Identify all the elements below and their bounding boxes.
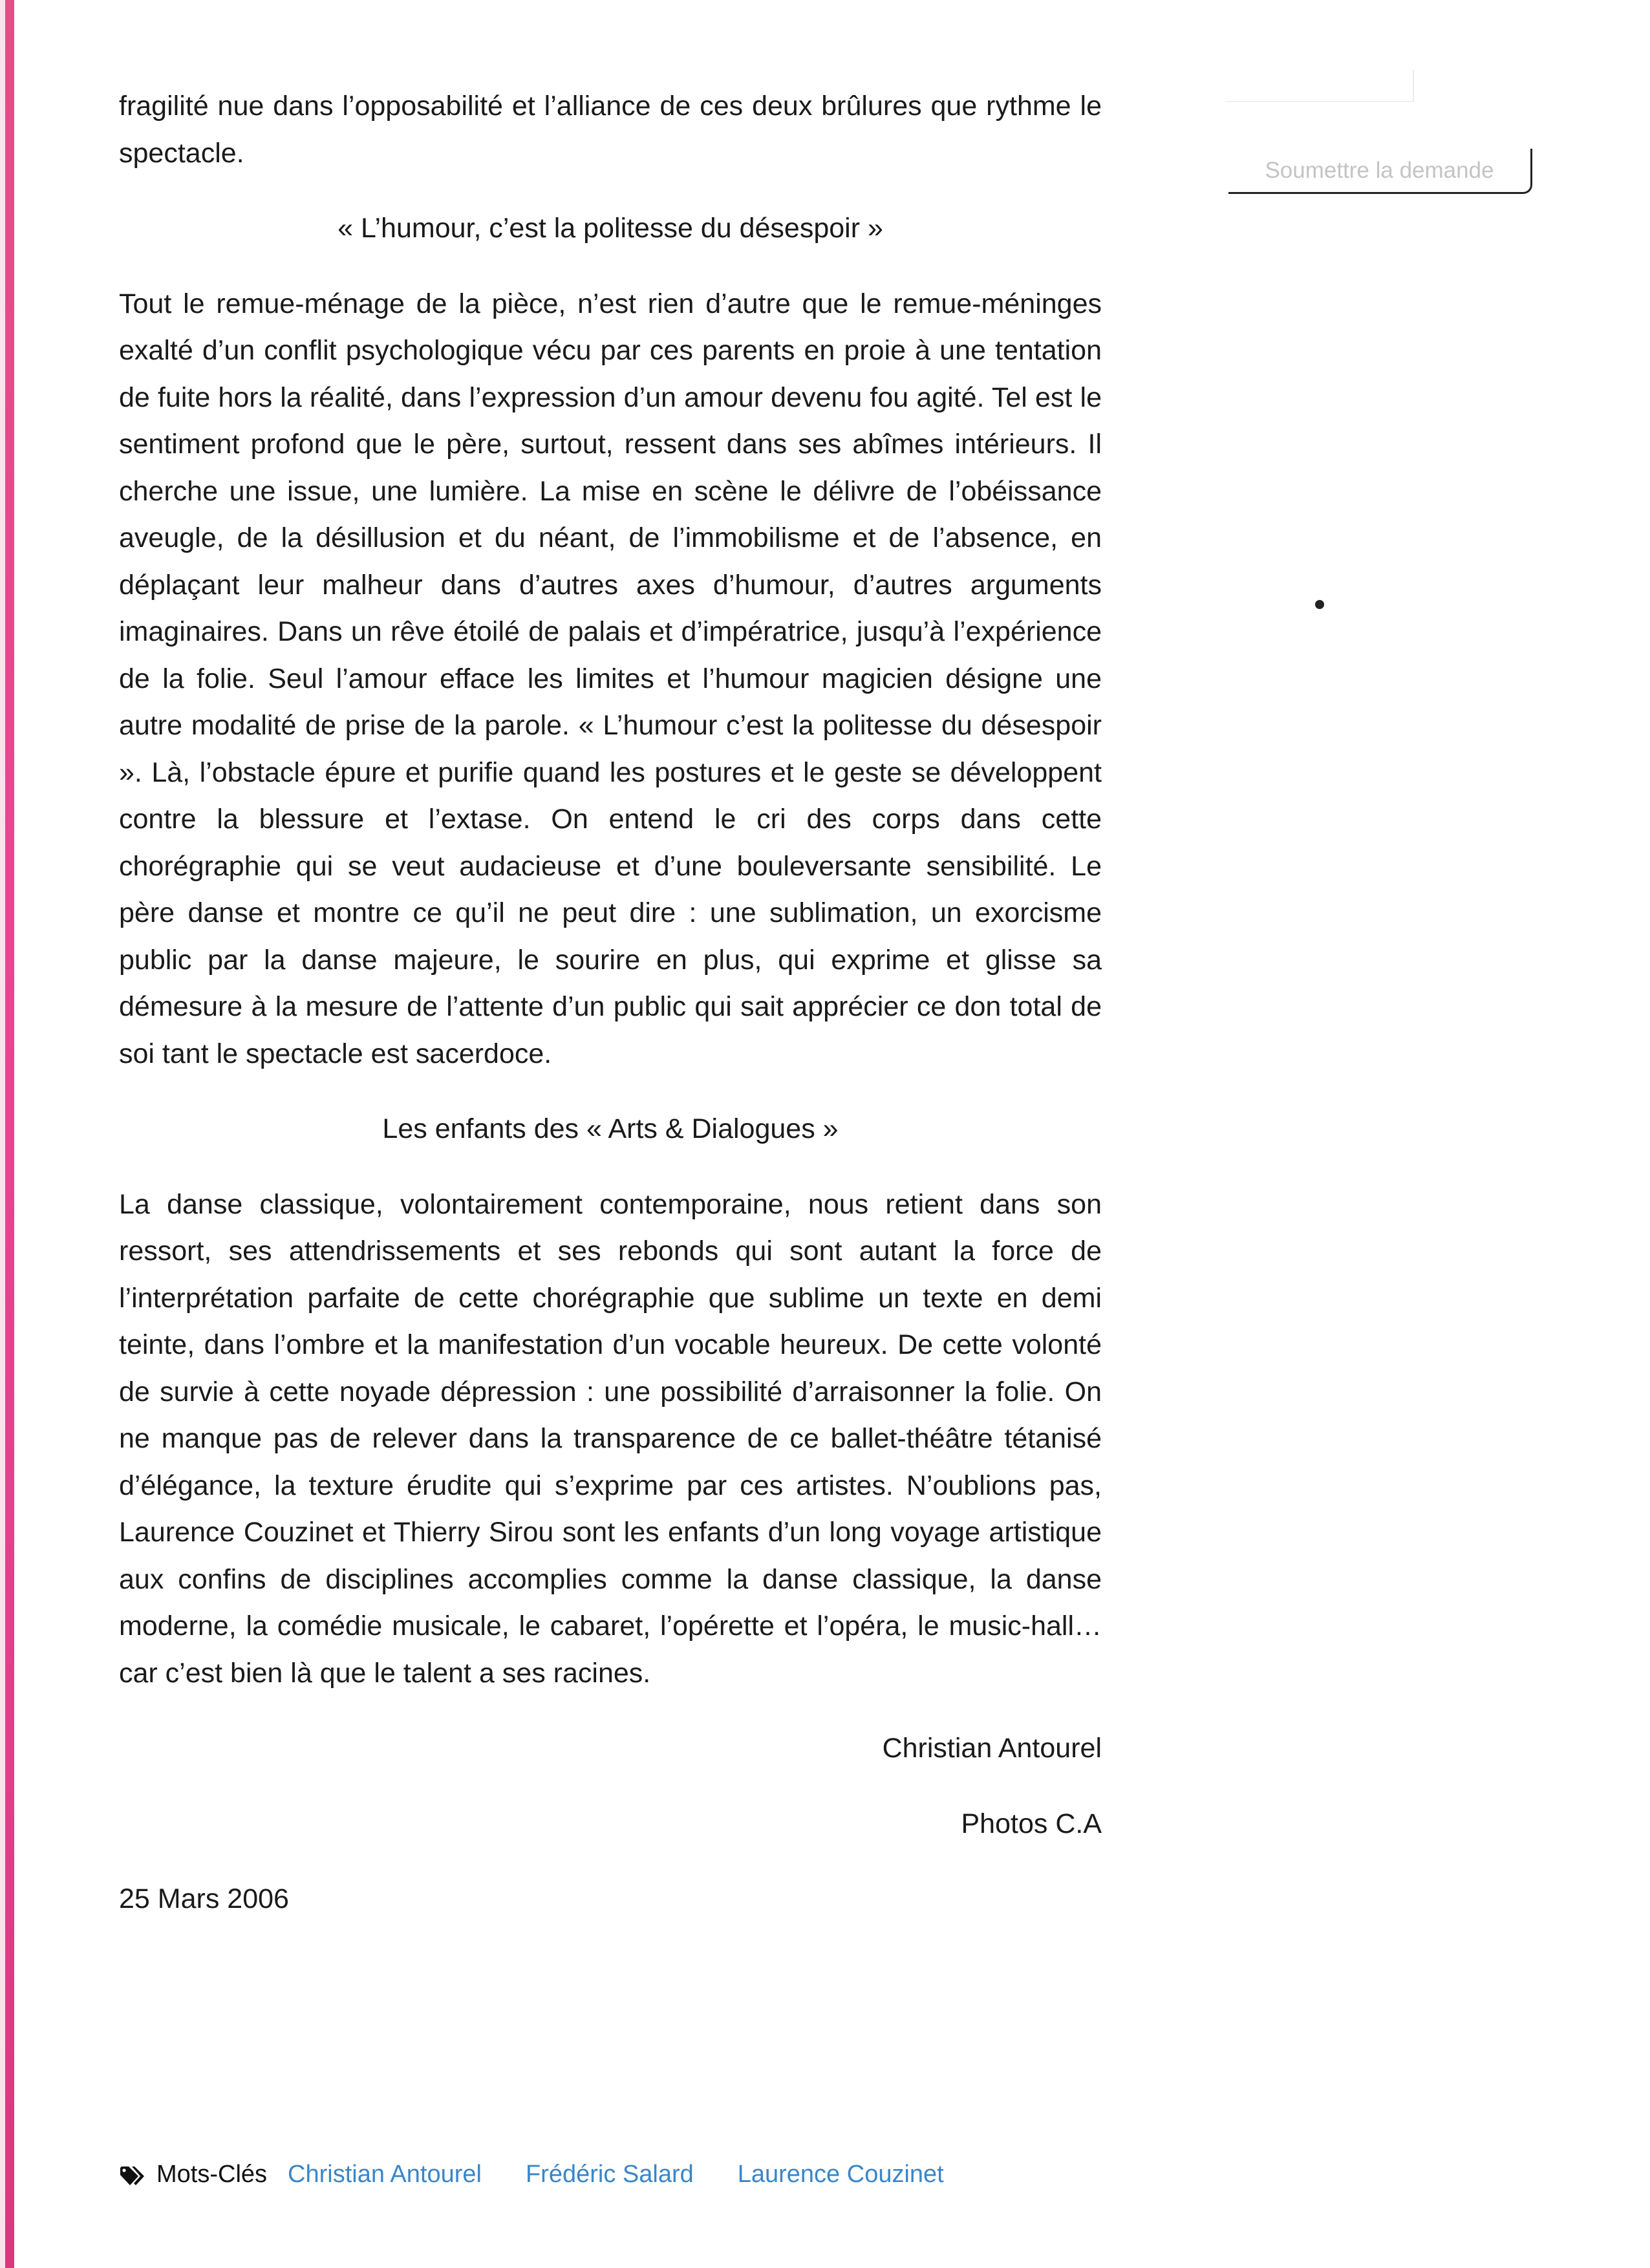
article-date: 25 Mars 2006 xyxy=(119,1883,289,1914)
submit-request-button[interactable]: Soumettre la demande xyxy=(1228,149,1532,194)
margin-highlight-stripe xyxy=(5,0,14,2268)
article-intro-paragraph: fragilité nue dans l’opposabilité et l’alliance de ces deux brûlures que rythme le spectacle. xyxy=(119,91,1102,169)
section-heading-humour: « L’humour, c’est la politesse du désespoir » xyxy=(338,213,883,244)
article-paragraph-humour: Tout le remue-ménage de la pièce, n’est rien d’autre que le remue-méninges exalté d’un conflit psychologique vécu par ces parents en proie à une tentation de fuite hors la réalité, dans l’expression d’un amour devenu fou agité. Tel est le sentiment profond que le père, surtout, ressent dans ses abîmes intérieurs. Il cherche une issue, une lumière. La mise en scène le délivre de l’obéissance aveugle, de la désillusion et du néant, de l’immobilisme et de l’absence, en déplaçant leur malheur dans d’autres axes d’humour, d’autres arguments imaginaires. Dans un rêve étoilé de palais et d’impératrice, jusqu’à l’expérience de la folie. Seul l’amour efface les limites et l’humour magicien désigne une autre modalité de prise de la parole. « L’humour c’est la politesse du désespoir ». Là, l’obstacle épure et purifie quand les postures et le geste se développent contre la blessure et l’extase. On entend le cri des corps dans cette chorégraphie qui se veut audacieuse et d’une bouleversante sensibilité. Le père danse et montre ce qu’il ne peut dire : une sublimation, un exorcisme public par la danse majeure, le sourire en plus, qui exprime et glisse sa démesure à la mesure de l’attente d’un public qui sait apprécier ce don total de soi tant le spectacle est sacerdoce. xyxy=(119,288,1102,1069)
margin-highlight-light xyxy=(0,0,5,2268)
article-author: Christian Antourel xyxy=(882,1733,1102,1764)
scan-speck xyxy=(1315,600,1324,609)
keywords-label: Mots-Clés xyxy=(156,2161,268,2188)
keyword-link-frederic-salard[interactable]: Frédéric Salard xyxy=(525,2161,694,2188)
sidebar-request-field[interactable] xyxy=(1225,70,1414,102)
section-heading-arts-dialogues: Les enfants des « Arts & Dialogues » xyxy=(382,1113,839,1144)
tag-icon xyxy=(119,2163,149,2185)
keywords-bar xyxy=(119,2158,944,2190)
photo-credit: Photos C.A xyxy=(961,1808,1102,1839)
article-paragraph-arts-dialogues: La danse classique, volontairement contemporaine, nous retient dans son ressort, ses attendrissements et ses rebonds qui sont autant la force de l’interprétation parfaite de cette chorégraphie que sublime un texte en demi teinte, dans l’ombre et la manifestation d’un vocable heureux. De cette volonté de survie à cette noyade dépression : une possibilité d’arraisonner la folie. On ne manque pas de relever dans la transparence de ce ballet-théâtre tétanisé d’élégance, la texture érudite qui s’exprime par ces artistes. N’oublions pas, Laurence Couzinet et Thierry Sirou sont les enfants d’un long voyage artistique aux confins de disciplines accomplies comme la danse classique, la danse moderne, la comédie musicale, le cabaret, l’opérette et l’opéra, le music-hall… car c’est bien là que le talent a ses racines. xyxy=(119,1188,1102,1689)
keyword-link-christian-antourel[interactable]: Christian Antourel xyxy=(288,2161,482,2188)
article-body xyxy=(119,83,1102,1923)
keyword-link-laurence-couzinet[interactable]: Laurence Couzinet xyxy=(737,2161,944,2188)
